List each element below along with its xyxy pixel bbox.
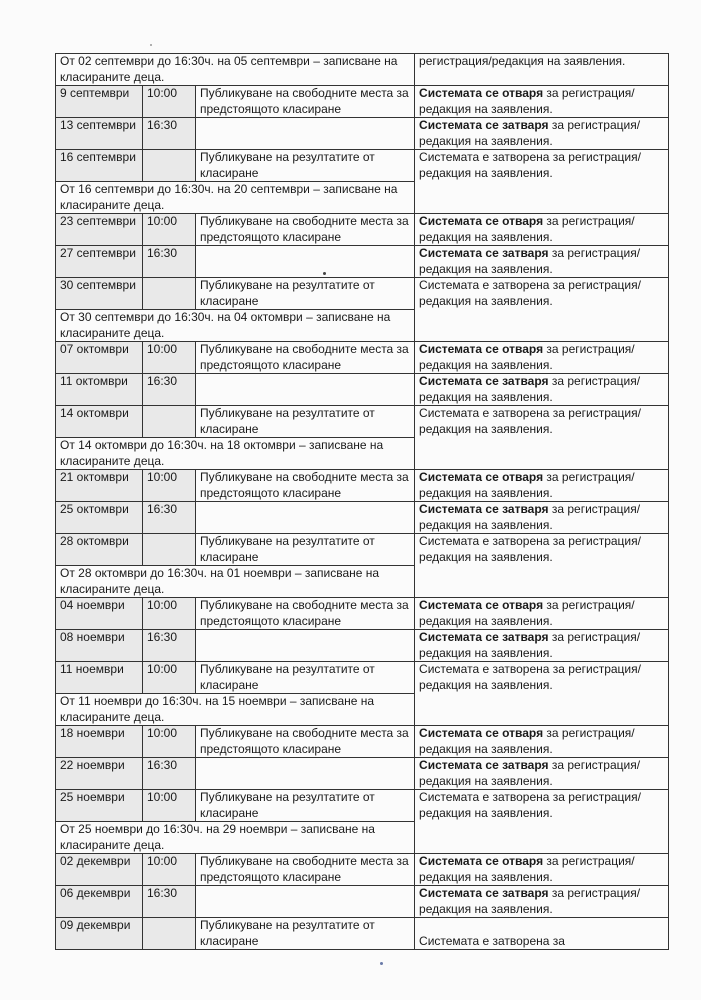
date-cell: 25 октомври [56,502,143,534]
date-cell: 22 ноември [56,758,143,790]
time-cell: 16:30 [143,374,196,406]
system-status-cell [415,630,669,662]
date-cell: 23 септември [56,214,143,246]
system-status-text: за регистрация/редакция на заявления. [419,630,641,660]
time-cell: 10:00 [143,470,196,502]
table-row [56,534,669,566]
system-status-text: за регистрация/редакция на заявления. [419,886,641,916]
action-cell [196,374,415,406]
action-cell: Публикуване на свободните места за предстоящото класиране [196,854,415,886]
system-status-cell [415,886,669,918]
system-status-keyword: Системата се отваря [419,854,544,868]
action-cell: Публикуване на свободните места за предстоящото класиране [196,726,415,758]
system-status-cell [415,726,669,758]
table-row [56,214,669,246]
schedule-table [55,53,669,950]
system-status-cell: Системата е затворена за [415,918,669,950]
action-cell: Публикуване на свободните места за предстоящото класиране [196,342,415,374]
table-row [56,598,669,630]
table-row [56,854,669,886]
system-status-keyword: Системата се отваря [419,598,544,612]
date-cell: 06 декември [56,886,143,918]
table-row [56,502,669,534]
time-cell: 10:00 [143,86,196,118]
enrollment-period-cell: От 14 октомври до 16:30ч. на 18 октомври – записване на класираните деца. [56,438,415,470]
action-cell [196,246,415,278]
date-cell: 11 ноември [56,662,143,694]
system-status-cell: Системата е затворена за регистрация/редакция на заявления. [415,278,669,342]
date-cell: 21 октомври [56,470,143,502]
scan-speck [380,962,383,965]
system-status-keyword: Системата се отваря [419,342,544,356]
enrollment-period-cell: От 25 ноември до 16:30ч. на 29 ноември – записване на класираните деца. [56,822,415,854]
date-cell: 25 ноември [56,790,143,822]
system-status-keyword: Системата се затваря [419,886,549,900]
action-cell [196,118,415,150]
date-cell: 09 декември [56,918,143,950]
time-cell [143,278,196,310]
table-row [56,662,669,694]
time-cell: 16:30 [143,630,196,662]
table-row [56,790,669,822]
system-status-cell [415,246,669,278]
action-cell: Публикуване на резултатите от класиране [196,534,415,566]
action-cell: Публикуване на свободните места за предстоящото класиране [196,470,415,502]
system-status-keyword: Системата се отваря [419,214,544,228]
schedule-table-body [56,54,669,950]
table-row [56,150,669,182]
date-cell: 13 септември [56,118,143,150]
scan-speck [323,272,326,275]
date-cell: 9 септември [56,86,143,118]
date-cell: 27 септември [56,246,143,278]
system-status-cell: Системата е затворена за регистрация/редакция на заявления. [415,662,669,726]
action-cell: Публикуване на резултатите от класиране [196,918,415,950]
system-status-keyword: Системата се затваря [419,118,549,132]
action-cell [196,502,415,534]
system-status-keyword: Системата се отваря [419,86,544,100]
time-cell: 10:00 [143,214,196,246]
action-cell: Публикуване на резултатите от класиране [196,662,415,694]
enrollment-period-cell: От 11 ноември до 16:30ч. на 15 ноември – записване на класираните деца. [56,694,415,726]
system-status-text: за регистрация/редакция на заявления. [419,246,641,276]
table-row [56,918,669,950]
action-cell: Публикуване на резултатите от класиране [196,406,415,438]
system-status-text: за регистрация/редакция на заявления. [419,342,635,372]
system-status-cell [415,374,669,406]
system-status-cell: регистрация/редакция на заявления. [415,54,669,86]
table-row [56,726,669,758]
system-status-cell: Системата е затворена за регистрация/редакция на заявления. [415,790,669,854]
action-cell: Публикуване на резултатите от класиране [196,150,415,182]
system-status-cell [415,470,669,502]
time-cell: 16:30 [143,886,196,918]
table-row [56,406,669,438]
system-status-text: за регистрация/редакция на заявления. [419,726,635,756]
system-status-cell [415,118,669,150]
system-status-cell [415,342,669,374]
date-cell: 16 септември [56,150,143,182]
system-status-text: за регистрация/редакция на заявления. [419,502,641,532]
table-row [56,470,669,502]
enrollment-period-cell: От 28 октомври до 16:30ч. на 01 ноември – записване на класираните деца. [56,566,415,598]
table-row [56,342,669,374]
system-status-text: за регистрация/редакция на заявления. [419,118,641,148]
date-cell: 18 ноември [56,726,143,758]
system-status-cell [415,502,669,534]
system-status-cell [415,854,669,886]
action-cell [196,758,415,790]
time-cell: 16:30 [143,246,196,278]
system-status-text: за регистрация/редакция на заявления. [419,758,641,788]
time-cell: 10:00 [143,342,196,374]
date-cell: 04 ноември [56,598,143,630]
action-cell: Публикуване на свободните места за предстоящото класиране [196,598,415,630]
system-status-text: за регистрация/редакция на заявления. [419,470,635,500]
action-cell [196,630,415,662]
action-cell: Публикуване на резултатите от класиране [196,790,415,822]
system-status-cell: Системата е затворена за регистрация/редакция на заявления. [415,534,669,598]
table-row [56,118,669,150]
time-cell: 10:00 [143,854,196,886]
system-status-cell: Системата е затворена за регистрация/редакция на заявления. [415,150,669,214]
time-cell: 10:00 [143,662,196,694]
action-cell: Публикуване на резултатите от класиране [196,278,415,310]
system-status-cell [415,598,669,630]
time-cell: 10:00 [143,790,196,822]
table-row [56,54,669,86]
table-row [56,374,669,406]
system-status-text: за регистрация/редакция на заявления. [419,374,641,404]
system-status-cell [415,86,669,118]
date-cell: 07 октомври [56,342,143,374]
time-cell [143,534,196,566]
time-cell: 16:30 [143,758,196,790]
system-status-cell [415,214,669,246]
time-cell: 10:00 [143,598,196,630]
table-row [56,246,669,278]
time-cell [143,918,196,950]
action-cell: Публикуване на свободните места за предстоящото класиране [196,214,415,246]
system-status-keyword: Системата се отваря [419,726,544,740]
date-cell: 11 октомври [56,374,143,406]
table-row [56,630,669,662]
action-cell: Публикуване на свободните места за предстоящото класиране [196,86,415,118]
date-cell: 14 октомври [56,406,143,438]
enrollment-period-cell: От 02 септември до 16:30ч. на 05 септември – записване на класираните деца. [56,54,415,86]
system-status-cell [415,758,669,790]
action-cell [196,886,415,918]
system-status-text: за регистрация/редакция на заявления. [419,214,635,244]
table-row [56,86,669,118]
enrollment-period-cell: От 16 септември до 16:30ч. на 20 септември – записване на класираните деца. [56,182,415,214]
system-status-cell: Системата е затворена за регистрация/редакция на заявления. [415,406,669,470]
system-status-keyword: Системата се затваря [419,246,549,260]
system-status-text: за регистрация/редакция на заявления. [419,598,635,628]
time-cell: 16:30 [143,502,196,534]
time-cell [143,406,196,438]
table-row [56,758,669,790]
table-row [56,886,669,918]
time-cell: 10:00 [143,726,196,758]
system-status-keyword: Системата се затваря [419,758,549,772]
time-cell [143,150,196,182]
date-cell: 28 октомври [56,534,143,566]
time-cell: 16:30 [143,118,196,150]
table-row [56,278,669,310]
system-status-keyword: Системата се отваря [419,470,544,484]
enrollment-period-cell: От 30 септември до 16:30ч. на 04 октомври – записване на класираните деца. [56,310,415,342]
system-status-keyword: Системата се затваря [419,374,549,388]
system-status-text: за регистрация/редакция на заявления. [419,86,635,116]
date-cell: 02 декември [56,854,143,886]
system-status-keyword: Системата се затваря [419,502,549,516]
date-cell: 08 ноември [56,630,143,662]
system-status-text: за регистрация/редакция на заявления. [419,854,635,884]
scan-speck [150,44,152,46]
system-status-keyword: Системата се затваря [419,630,549,644]
date-cell: 30 септември [56,278,143,310]
